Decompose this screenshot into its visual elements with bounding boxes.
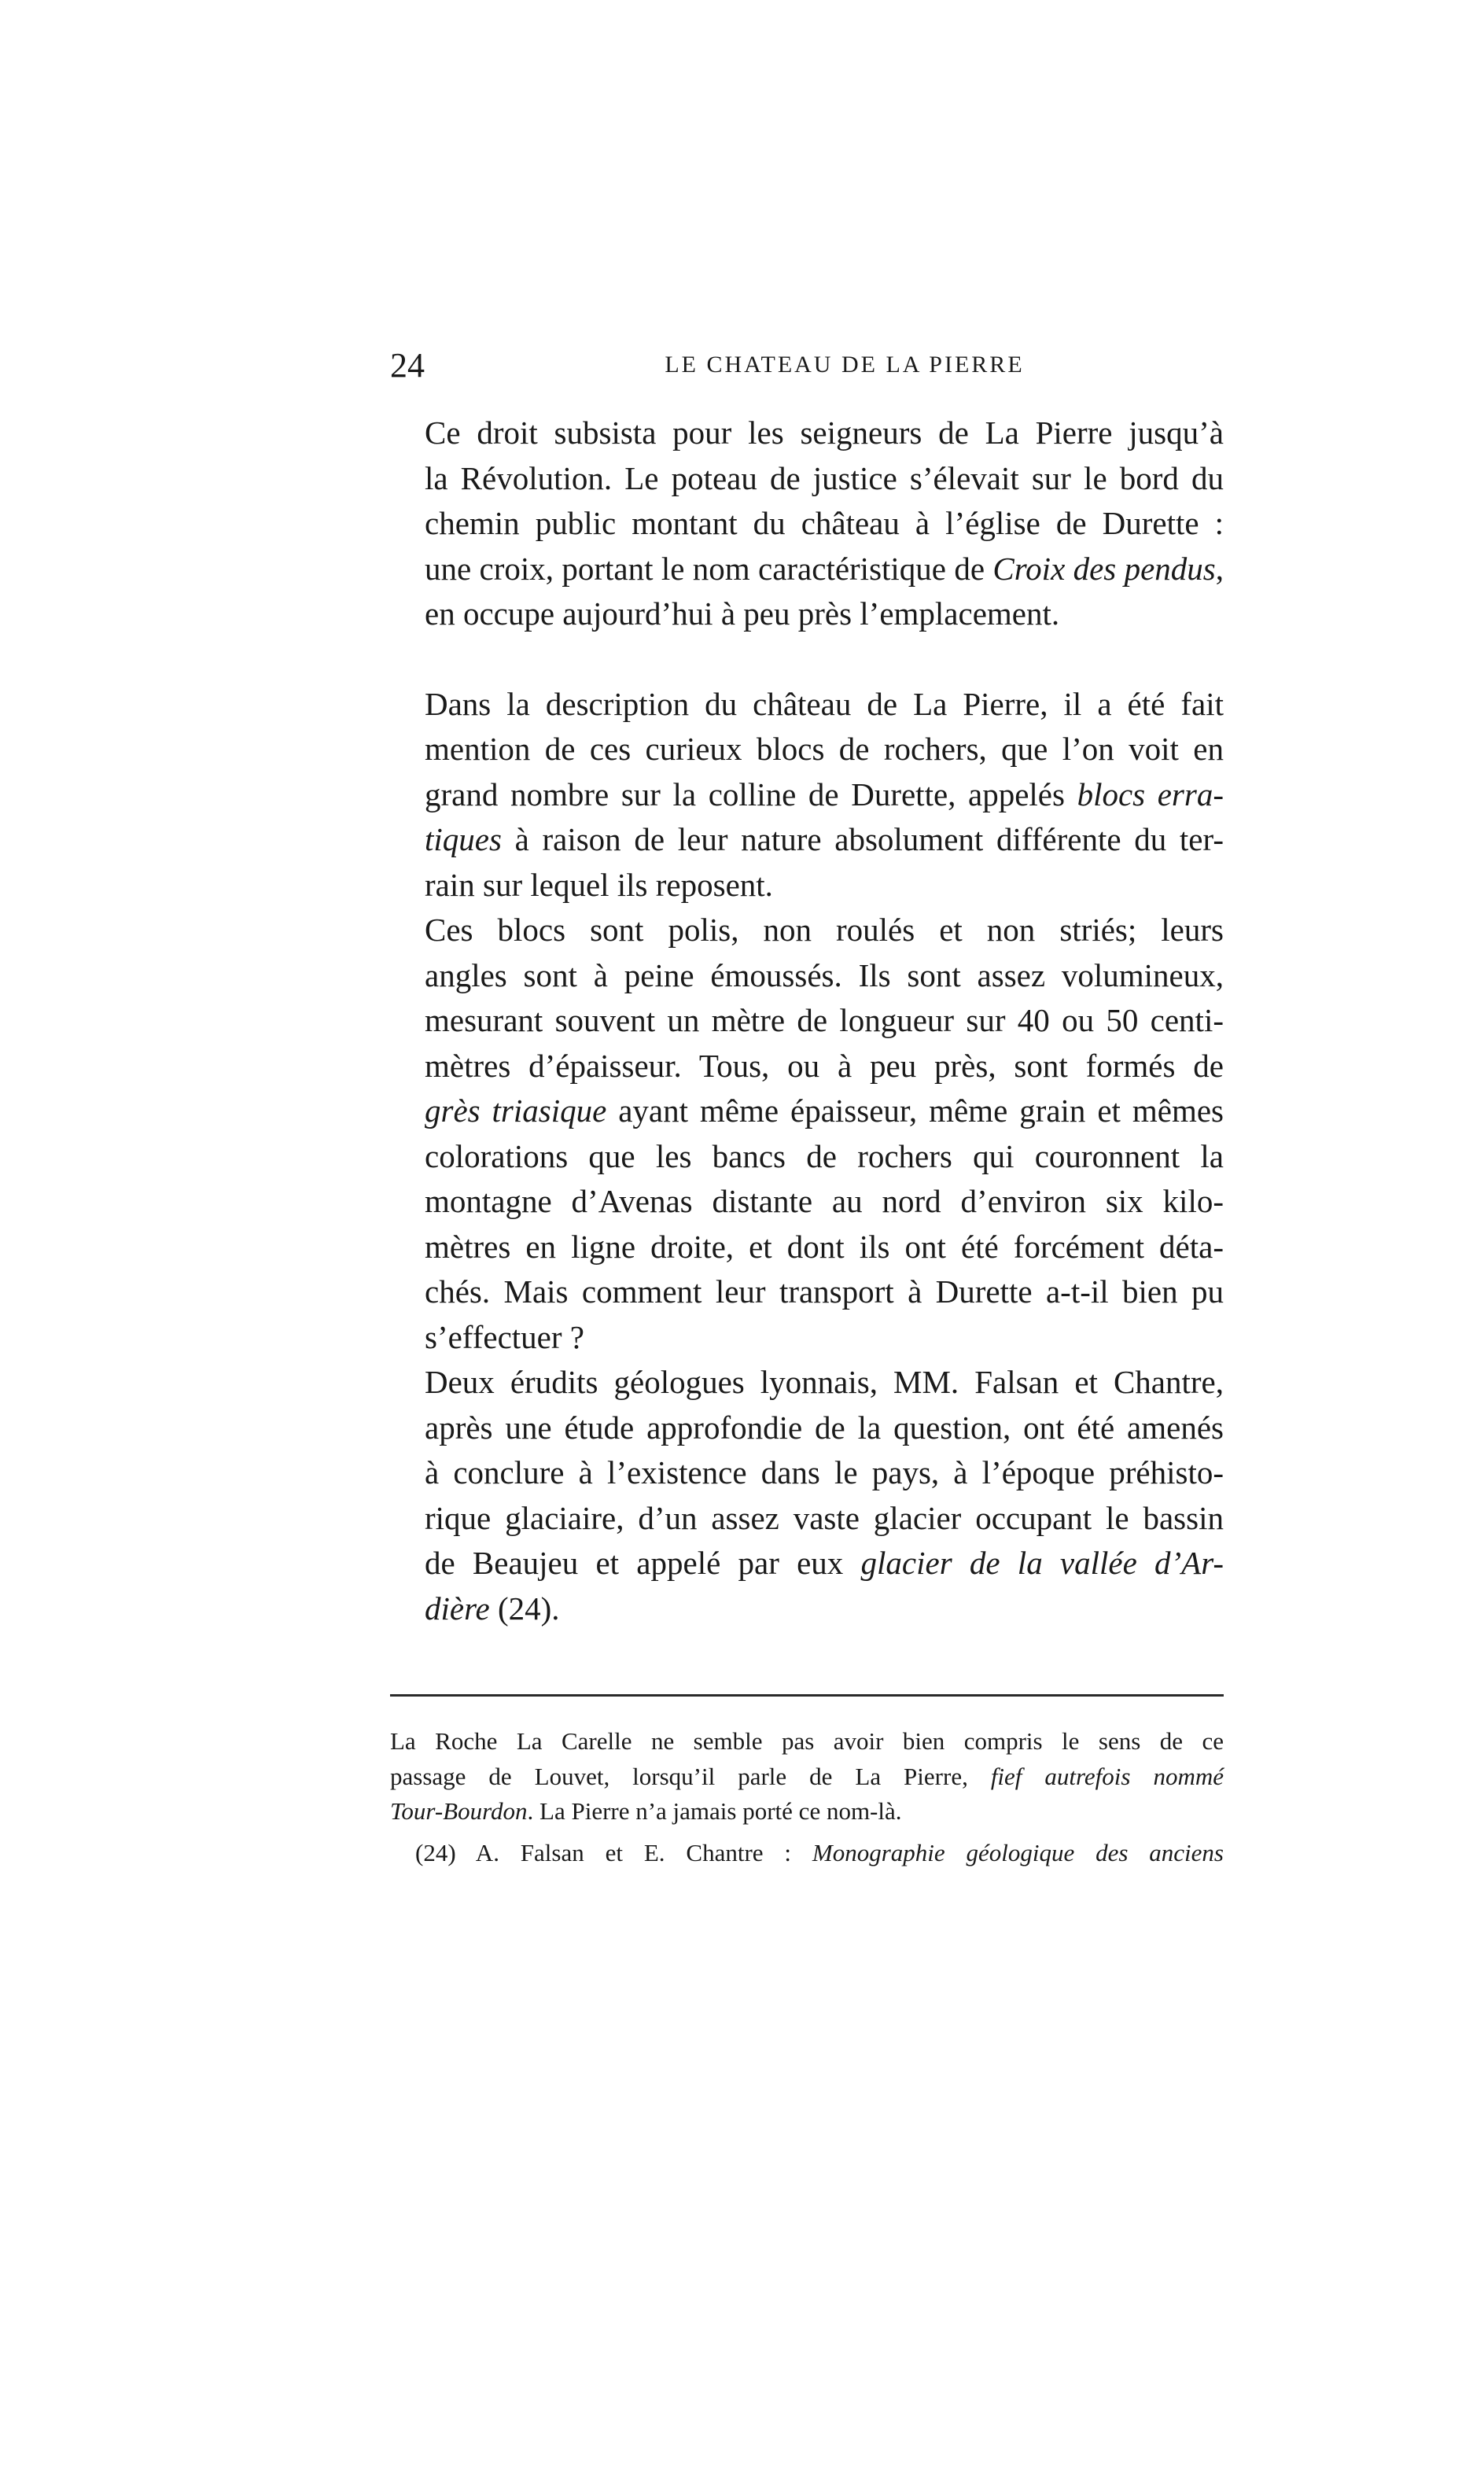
text-run: mention de ces curieux blocs de rochers, que l’on voit en <box>425 731 1224 767</box>
page-number: 24 <box>390 346 425 385</box>
text-run: à conclure à l’existence dans le pays, à l’époque préhisto- <box>425 1454 1224 1490</box>
text-line <box>390 1541 1224 1586</box>
text-line <box>390 727 1224 772</box>
text-run: mètres d’épaisseur. Tous, ou à peu près, sont formés de <box>425 1047 1224 1084</box>
text-run: montagne d’Avenas distante au nord d’environ six kilo- <box>425 1183 1224 1219</box>
text-line <box>390 998 1224 1044</box>
text-line <box>390 1360 1224 1406</box>
text-line <box>390 772 1224 818</box>
text-run: Ce droit subsista pour les seigneurs de La Pierre jusqu’à <box>425 415 1224 451</box>
italic-term: glacier de la vallée d’Ar- <box>860 1545 1224 1581</box>
text-run: à raison de leur nature absolument différente du ter- <box>501 821 1224 857</box>
text-run: après une étude approfondie de la question, ont été amenés <box>425 1409 1224 1446</box>
text-run: La Roche La Carelle ne semble pas avoir bien compris le sens de ce <box>390 1727 1224 1755</box>
text-line <box>390 1134 1224 1180</box>
text-line <box>390 1179 1224 1225</box>
running-title: LE CHATEAU DE LA PIERRE <box>665 352 1025 378</box>
text-run: angles sont à peine émoussés. Ils sont assez volumineux, <box>425 956 1224 993</box>
text-line <box>390 1089 1224 1134</box>
text-line <box>390 547 1224 592</box>
text-line <box>390 1450 1224 1496</box>
footnote-divider <box>390 1694 1224 1697</box>
text-line <box>390 456 1224 502</box>
text-run: ayant même épaisseur, même grain et mêmes <box>606 1092 1224 1129</box>
footnote-line <box>390 1794 1224 1829</box>
text-line <box>390 1586 1224 1632</box>
text-run: une croix, portant le nom caractéristique de <box>425 550 993 587</box>
text-run: la Révolution. Le poteau de justice s’élevait sur le bord du <box>425 459 1224 496</box>
text-run: Ces blocs sont polis, non roulés et non striés; leurs <box>425 912 1224 948</box>
paragraph-glacier <box>390 1360 1224 1631</box>
text-run: Dans la description du château de La Pierre, il a été fait <box>425 685 1224 722</box>
text-line <box>390 501 1224 547</box>
text-line <box>390 953 1224 999</box>
italic-term: blocs erra- <box>1077 776 1224 812</box>
text-run: chés. Mais comment leur transport à Durette a-t-il bien pu <box>425 1273 1224 1310</box>
text-run: colorations que les bancs de rochers qui couronnent la <box>425 1137 1224 1174</box>
footnote-line <box>390 1759 1224 1795</box>
text-run: Deux érudits géologues lyonnais, MM. Falsan et Chantre, <box>425 1364 1224 1400</box>
text-line <box>390 908 1224 953</box>
paragraph-block-description <box>390 908 1224 1360</box>
text-run: en occupe aujourd’hui à peu près l’emplacement. <box>425 595 1060 632</box>
text-line <box>390 591 1224 637</box>
text-run: de Beaujeu et appelé par eux <box>425 1545 861 1581</box>
text-run: s’effectuer ? <box>425 1318 584 1355</box>
text-line <box>390 1269 1224 1315</box>
italic-term: tiques <box>425 821 502 857</box>
text-run: mètres en ligne droite, et dont ils ont été forcément déta- <box>425 1228 1224 1265</box>
text-run: rain sur lequel ils reposent. <box>425 866 773 903</box>
text-line <box>390 817 1224 863</box>
text-run: , <box>1215 550 1224 587</box>
footnote-line <box>390 1724 1224 1759</box>
text-line <box>390 1225 1224 1270</box>
text-run: rique glaciaire, d’un assez vaste glacier occupant le bassin <box>425 1499 1224 1536</box>
italic-title: Monographie géologique des anciens <box>812 1838 1224 1866</box>
text-run: . La Pierre n’a jamais porté ce nom-là. <box>527 1797 902 1825</box>
italic-term: fief autrefois nommé <box>990 1762 1224 1790</box>
footnote-line <box>390 1836 1224 1871</box>
text-run: passage de Louvet, lorsqu’il parle de La Pierre, <box>390 1762 991 1790</box>
text-line <box>390 411 1224 456</box>
text-line <box>390 863 1224 908</box>
text-line <box>390 1406 1224 1451</box>
italic-term: grès triasique <box>425 1092 607 1129</box>
text-run: chemin public montant du château à l’église de Durette : <box>425 505 1224 541</box>
footnote-continued <box>390 1724 1224 1829</box>
footnote-reference: (24). <box>489 1590 560 1627</box>
text-run: (24) A. Falsan et E. Chantre : <box>415 1838 812 1866</box>
text-line <box>390 1315 1224 1361</box>
text-line <box>390 1496 1224 1542</box>
italic-term: Tour-Bourdon <box>390 1797 528 1825</box>
paragraph-justice-post <box>390 411 1224 637</box>
paragraph-erratic-blocks <box>390 682 1224 908</box>
body-text <box>390 411 1224 1631</box>
text-run: mesurant souvent un mètre de longueur sur 40 ou 50 centi- <box>425 1002 1224 1038</box>
italic-term: dière <box>425 1590 490 1627</box>
text-line <box>390 1044 1224 1089</box>
running-head <box>390 346 1224 385</box>
footnotes <box>390 1724 1224 1870</box>
italic-term: Croix des pendus <box>992 550 1216 587</box>
text-run: grand nombre sur la colline de Durette, appelés <box>425 776 1077 812</box>
text-line <box>390 682 1224 728</box>
footnote-24 <box>390 1836 1224 1871</box>
